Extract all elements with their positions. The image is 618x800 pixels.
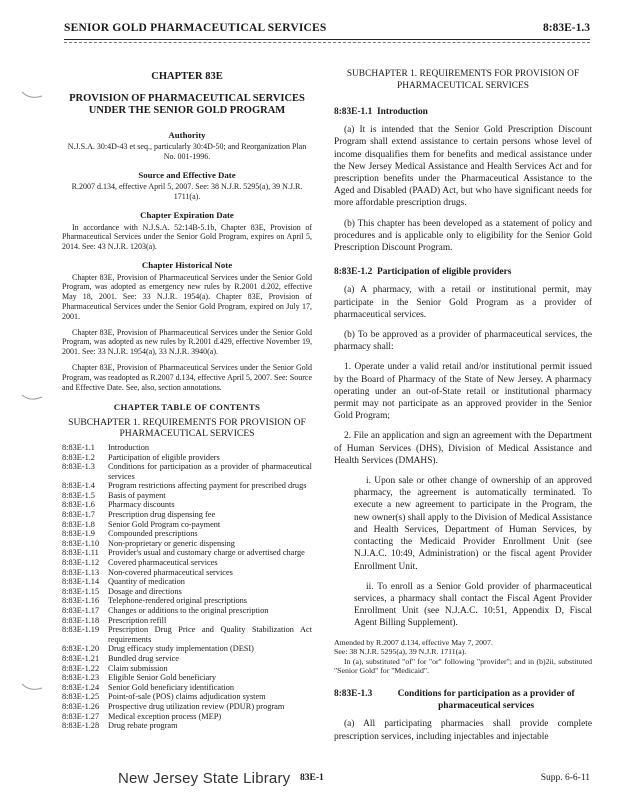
toc-row bbox=[62, 721, 312, 731]
header-title: SENIOR GOLD PHARMACEUTICAL SERVICES bbox=[64, 22, 327, 34]
toc-number: 8:83E-1.24 bbox=[62, 682, 100, 692]
toc-number: 8:83E-1.26 bbox=[62, 701, 100, 711]
toc-row bbox=[62, 500, 312, 510]
toc-title: Prescription drug dispensing fee bbox=[108, 510, 216, 520]
left-column bbox=[62, 68, 312, 731]
authority-text: N.J.S.A. 30:4D-43 et seq., particularly 30:4D-50; and Reorganization Plan No. 001-1996. bbox=[67, 142, 307, 161]
toc-number: 8:83E-1.7 bbox=[62, 510, 95, 520]
paragraph: (b) This chapter has been developed as a statement of policy and procedures and is applicable only to eligibility for the Senior Gold Prescription Discount Program. bbox=[334, 218, 592, 254]
toc-title: Introduction bbox=[108, 442, 150, 452]
toc-row bbox=[62, 548, 312, 558]
paragraph: 2. File an application and sign an agreement with the Department of Human Services (DHS), Division of Medical Assistance and Health Services (DMAHS). bbox=[334, 431, 592, 466]
expiration-heading: Chapter Expiration Date bbox=[140, 209, 234, 220]
toc-row bbox=[62, 625, 312, 644]
section-heading bbox=[334, 688, 592, 712]
source-heading: Source and Effective Date bbox=[138, 169, 236, 180]
toc-title: Pharmacy discounts bbox=[108, 500, 175, 510]
toc-number: 8:83E-1.9 bbox=[62, 529, 95, 539]
toc-title: Program restrictions affecting payment for prescribed drugs bbox=[108, 481, 307, 491]
toc-number: 8:83E-1.25 bbox=[62, 692, 100, 702]
toc-title: Senior Gold beneficiary identification bbox=[108, 682, 235, 692]
toc-number: 8:83E-1.12 bbox=[62, 558, 100, 568]
paragraph: (a) A pharmacy, with a retail or institutional permit, may participate in the Senior Gold Program as a provider of pharmaceutical services. bbox=[334, 285, 592, 320]
toc-title: Participation of eligible providers bbox=[108, 452, 220, 462]
toc-row bbox=[62, 606, 312, 616]
toc-row bbox=[62, 596, 312, 606]
section-number: 8:83E-1.1 bbox=[334, 107, 373, 117]
library-watermark: New Jersey State Library bbox=[118, 770, 291, 787]
toc-number: 8:83E-1.22 bbox=[62, 663, 100, 673]
toc-title: Prescription refill bbox=[108, 615, 167, 625]
toc-number: 8:83E-1.27 bbox=[62, 711, 100, 721]
amendment-line: See: 38 N.J.R. 5295(a), 39 N.J.R. 1711(a). bbox=[334, 647, 467, 657]
supplement-date: Supp. 6-6-11 bbox=[540, 773, 590, 783]
toc-subchapter: SUBCHAPTER 1. REQUIREMENTS FOR PROVISION OF PHARMACEUTICAL SERVICES bbox=[68, 416, 306, 439]
toc-row bbox=[62, 702, 312, 712]
toc-heading: CHAPTER TABLE OF CONTENTS bbox=[113, 402, 261, 413]
authority-heading: Authority bbox=[168, 129, 206, 140]
toc-title: Medical exception process (MEP) bbox=[108, 711, 222, 721]
toc-row bbox=[62, 673, 312, 683]
history-heading: Chapter Historical Note bbox=[141, 259, 233, 270]
amendment-line: In (a), substituted "of" for "or" following "provider"; and in (b)2ii, substituted "Senior Gold" for "Medicaid". bbox=[334, 656, 592, 676]
toc-row bbox=[62, 453, 312, 463]
toc-row bbox=[62, 712, 312, 722]
toc-row bbox=[62, 443, 312, 453]
toc-row bbox=[62, 692, 312, 702]
toc-number: 8:83E-1.13 bbox=[62, 567, 100, 577]
amendment-note bbox=[334, 638, 592, 676]
toc-number: 8:83E-1.6 bbox=[62, 500, 95, 510]
toc-row bbox=[62, 529, 312, 539]
source-text: R.2007 d.134, effective April 5, 2007. See: 38 N.J.R. 5295(a), 39 N.J.R. 1711(a). bbox=[71, 182, 303, 202]
paragraph: (a) It is intended that the Senior Gold Prescription Discount Program shall extend assistance to certain persons whose level of income disqualifies them for benefits and medical assistance under the New Jersey Medical Assistance and Health Services Act and for prescription benefits under the Pharmaceutical Assistance to the Aged and Disabled (PAAD) Act, but who have significant needs for more affordable prescription drugs. bbox=[334, 125, 592, 209]
toc-number: 8:83E-1.2 bbox=[62, 452, 95, 462]
toc-number: 8:83E-1.20 bbox=[62, 644, 100, 654]
paragraph: (b) To be approved as a provider of pharmaceutical services, the pharmacy shall: bbox=[334, 330, 592, 353]
paragraph: 1. Operate under a valid retail and/or institutional permit issued by the Board of Pharmacy of the State of New Jersey. A pharmacy operating under an out-of-State retail or institutional pharmacy permit may not participate as an approved provider in the Senior Gold Program; bbox=[334, 362, 592, 422]
header-rule bbox=[64, 39, 590, 40]
toc-number: 8:83E-1.28 bbox=[62, 721, 100, 731]
header-section-ref: 8:83E-1.3 bbox=[543, 22, 590, 34]
toc-title: Drug rebate program bbox=[108, 721, 178, 731]
toc-number: 8:83E-1.16 bbox=[62, 596, 100, 606]
toc-row bbox=[62, 683, 312, 693]
toc-title: Senior Gold Program co-payment bbox=[108, 519, 221, 529]
toc-row bbox=[62, 462, 312, 481]
section-number: 8:83E-1.2 bbox=[334, 267, 373, 278]
amendment-line: Amended by R.2007 d.134, effective May 7, 2007. bbox=[334, 637, 493, 647]
margin-mark-icon bbox=[20, 88, 46, 102]
toc-row bbox=[62, 491, 312, 501]
toc-title: Compounded prescriptions bbox=[108, 529, 198, 539]
paragraph: i. Upon sale or other change of ownership of an approved pharmacy, the agreement is automatically terminated. To execute a new agreement to participate in the Program, the new owner(s) shall apply to the Division of Medical Assistance and Health Services, Department of Human Services, by contacting the Medicaid Provider Enrollment Unit (see N.J.A.C. 10:49, Administration) or the fiscal agent Provider Enrollment Unit. bbox=[354, 476, 592, 572]
toc-number: 8:83E-1.1 bbox=[62, 442, 95, 452]
history-para: Chapter 83E, Provision of Pharmaceutical Services under the Senior Gold Program, was readopted as R.2007 d.134, effective April 5, 2007. See: Source and Effective Date. See, also, section annotations. bbox=[62, 362, 312, 392]
toc-number: 8:83E-1.23 bbox=[62, 673, 100, 683]
toc-number: 8:83E-1.18 bbox=[62, 615, 100, 625]
toc-title: Non-covered pharmaceutical services bbox=[108, 567, 233, 577]
toc-row bbox=[62, 568, 312, 578]
toc-title: Point-of-sale (POS) claims adjudication system bbox=[108, 692, 266, 702]
toc-title: Claim submission bbox=[108, 663, 168, 673]
margin-mark-icon bbox=[20, 680, 46, 694]
chapter-number: CHAPTER 83E bbox=[151, 71, 223, 82]
expiration-text: In accordance with N.J.S.A. 52:14B-5.1b, Chapter 83E, Provision of Pharmaceutical Services under the Senior Gold Program, expires on April 5, 2014. See: 43 N.J.R. 1203(a). bbox=[62, 222, 312, 252]
chapter-title: PROVISION OF PHARMACEUTICAL SERVICES UNDER THE SENIOR GOLD PROGRAM bbox=[69, 92, 305, 117]
toc-number: 8:83E-1.5 bbox=[62, 490, 95, 500]
toc-number: 8:83E-1.21 bbox=[62, 653, 100, 663]
header-rule-dashed bbox=[64, 42, 590, 43]
toc-row bbox=[62, 577, 312, 587]
toc-number: 8:83E-1.3 bbox=[62, 462, 95, 472]
toc-title: Prescription Drug Price and Quality Stabilization Act requirements bbox=[108, 625, 312, 644]
toc-title: Eligible Senior Gold beneficiary bbox=[108, 673, 217, 683]
toc-number: 8:83E-1.15 bbox=[62, 586, 100, 596]
table-of-contents bbox=[62, 443, 312, 731]
toc-number: 8:83E-1.8 bbox=[62, 519, 95, 529]
toc-number: 8:83E-1.10 bbox=[62, 538, 100, 548]
toc-row bbox=[62, 558, 312, 568]
toc-title: Changes or additions to the original prescription bbox=[108, 606, 269, 615]
history-para: Chapter 83E, Provision of Pharmaceutical Services under the Senior Gold Program, was adopted as new rules by R.2001 d.429, effective November 19, 2001. See: 33 N.J.R. 1954(a), 33 N.J.R. 3940(a). bbox=[62, 327, 312, 357]
toc-title: Conditions for participation as a provider of pharmaceutical services bbox=[108, 462, 312, 481]
toc-row bbox=[62, 520, 312, 530]
toc-title: Basis of payment bbox=[108, 490, 166, 500]
toc-title: Dosage and directions bbox=[108, 586, 182, 596]
subchapter-heading: SUBCHAPTER 1. REQUIREMENTS FOR PROVISION OF PHARMACEUTICAL SERVICES bbox=[346, 69, 580, 91]
toc-title: Prospective drug utilization review (PDUR) program bbox=[108, 701, 285, 711]
toc-row bbox=[62, 510, 312, 520]
section-title: Conditions for participation as a provider of pharmaceutical services bbox=[397, 688, 575, 712]
toc-number: 8:83E-1.11 bbox=[62, 548, 99, 558]
toc-number: 8:83E-1.19 bbox=[62, 625, 100, 635]
toc-title: Telephone-rendered original prescriptions bbox=[108, 596, 248, 606]
toc-row bbox=[62, 481, 312, 491]
margin-mark-icon bbox=[20, 390, 46, 404]
toc-title: Bundled drug service bbox=[108, 653, 179, 663]
toc-number: 8:83E-1.14 bbox=[62, 577, 100, 587]
toc-title: Non-proprietary or generic dispensing bbox=[108, 538, 235, 548]
toc-row bbox=[62, 539, 312, 549]
page-number: 83E-1 bbox=[300, 773, 324, 783]
toc-number: 8:83E-1.17 bbox=[62, 606, 100, 615]
paragraph: (a) All participating pharmacies shall provide complete prescription services, including injectables and injectable bbox=[334, 719, 592, 742]
toc-title: Quantity of medication bbox=[108, 577, 185, 587]
toc-row bbox=[62, 587, 312, 597]
right-column bbox=[334, 68, 592, 751]
paragraph: ii. To enroll as a Senior Gold provider of pharmaceutical services, a pharmacy shall contact the Fiscal Agent Provider Enrollment Unit (see N.J.A.C. 10:51, Appendix D, Fiscal Agent Billing Supplement). bbox=[354, 581, 592, 629]
history-para: Chapter 83E, Provision of Pharmaceutical Services under the Senior Gold Program, was adopted as emergency new rules by R.2001 d.202, effective May 18, 2001. See: 33 N.J.R. 1954(a). Chapter 83E, Provision of Pharmaceutical Services under the Senior Gold Program, expired on July 17, 2001. bbox=[62, 272, 312, 321]
toc-row bbox=[62, 654, 312, 664]
toc-row bbox=[62, 616, 312, 626]
section-title: Introduction bbox=[376, 107, 428, 117]
toc-row bbox=[62, 644, 312, 654]
section-number: 8:83E-1.3 bbox=[334, 688, 373, 699]
running-header bbox=[64, 22, 590, 40]
section-title: Participation of eligible providers bbox=[376, 267, 512, 278]
toc-title: Provider's usual and customary charge or advertised charge bbox=[108, 548, 305, 558]
section-heading bbox=[334, 266, 592, 278]
section-heading bbox=[334, 106, 592, 118]
toc-title: Covered pharmaceutical services bbox=[108, 558, 218, 568]
page-footer bbox=[0, 770, 618, 790]
toc-row bbox=[62, 664, 312, 674]
toc-title: Drug efficacy study implementation (DESI) bbox=[108, 644, 254, 654]
toc-number: 8:83E-1.4 bbox=[62, 481, 95, 491]
